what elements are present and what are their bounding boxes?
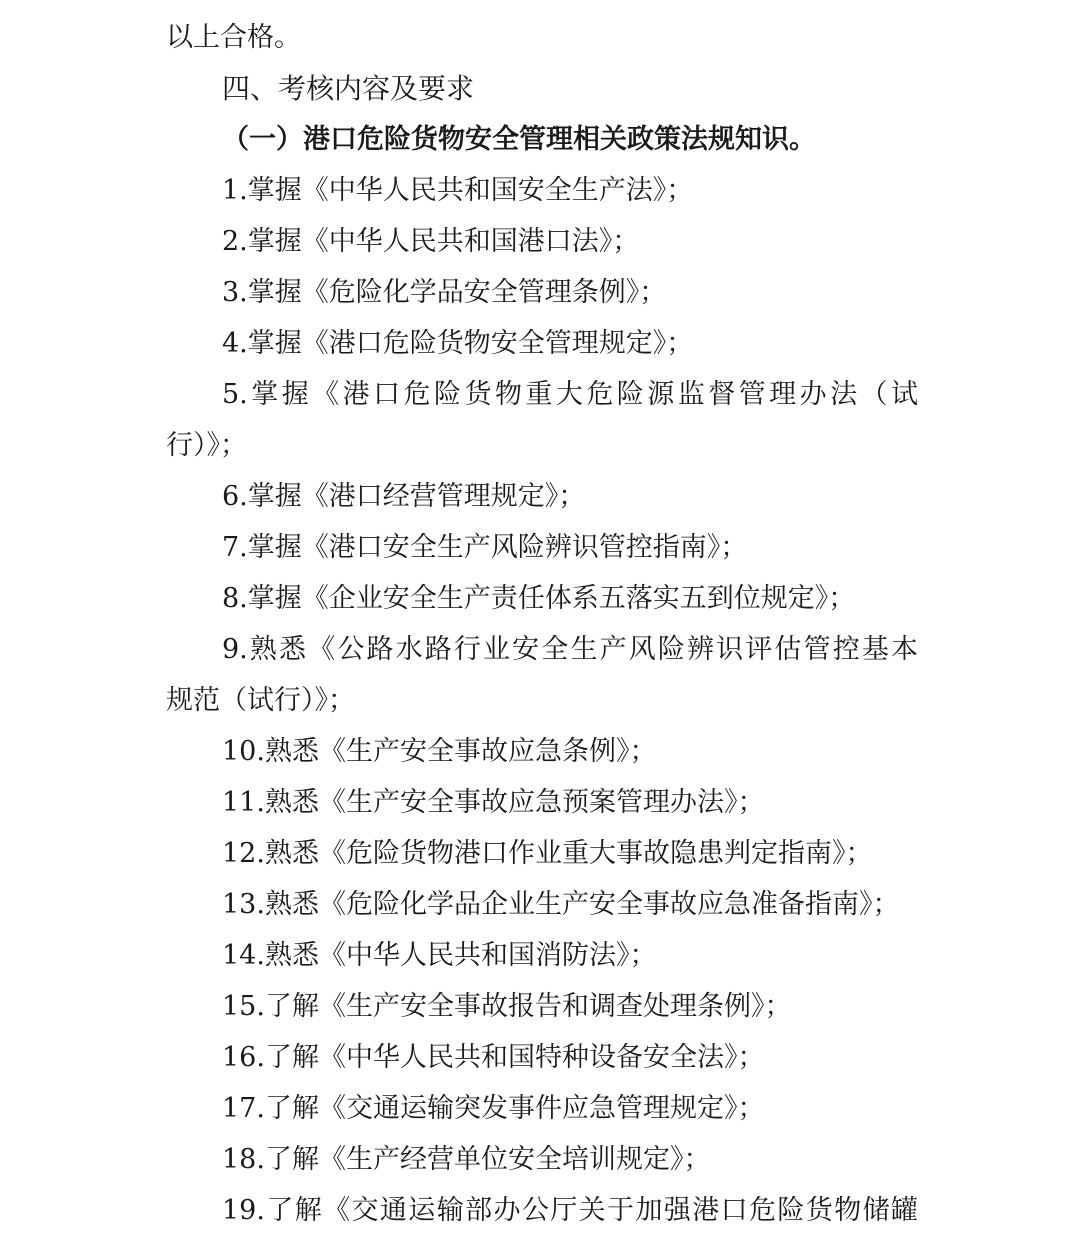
list-item-continuation: 规范（试行）》； (166, 685, 355, 716)
list-item: 1.掌握《中华人民共和国安全生产法》； (222, 175, 694, 206)
list-item: 12.熟悉《危险货物港口作业重大事故隐患判定指南》； (222, 838, 873, 869)
list-item: 9.熟悉《公路水路行业安全生产风险辨识评估管控基本 (222, 634, 918, 665)
list-item-continuation: 行）》； (166, 430, 247, 461)
list-item: 10.熟悉《生产安全事故应急条例》； (222, 736, 657, 767)
list-item: 15.了解《生产安全事故报告和调查处理条例》； (222, 991, 792, 1022)
list-item: 16.了解《中华人民共和国特种设备安全法》； (222, 1042, 765, 1073)
list-item: 19.了解《交通运输部办公厅关于加强港口危险货物储罐 (222, 1195, 918, 1226)
list-item: 8.掌握《企业安全生产责任体系五落实五到位规定》； (222, 583, 856, 614)
section-heading: 四、考核内容及要求 (222, 72, 475, 105)
list-item: 3.掌握《危险化学品安全管理条例》； (222, 277, 667, 308)
list-item: 7.掌握《港口安全生产风险辨识管控指南》； (222, 532, 748, 563)
list-item: 11.熟悉《生产安全事故应急预案管理办法》； (222, 787, 765, 818)
subsection-heading: （一）港口危险货物安全管理相关政策法规知识。 (222, 124, 816, 155)
list-item: 4.掌握《港口危险货物安全管理规定》； (222, 328, 694, 359)
list-item: 17.了解《交通运输突发事件应急管理规定》； (222, 1093, 765, 1124)
list-item: 2.掌握《中华人民共和国港口法》； (222, 226, 640, 257)
list-item: 6.掌握《港口经营管理规定》； (222, 481, 586, 512)
list-item: 13.熟悉《危险化学品企业生产安全事故应急准备指南》； (222, 889, 900, 920)
list-item: 18.了解《生产经营单位安全培训规定》； (222, 1144, 711, 1175)
text-line-continuation: 以上合格。 (166, 22, 301, 53)
list-item: 14.熟悉《中华人民共和国消防法》； (222, 940, 657, 971)
list-item: 5.掌握《港口危险货物重大危险源监督管理办法（试 (222, 379, 918, 410)
